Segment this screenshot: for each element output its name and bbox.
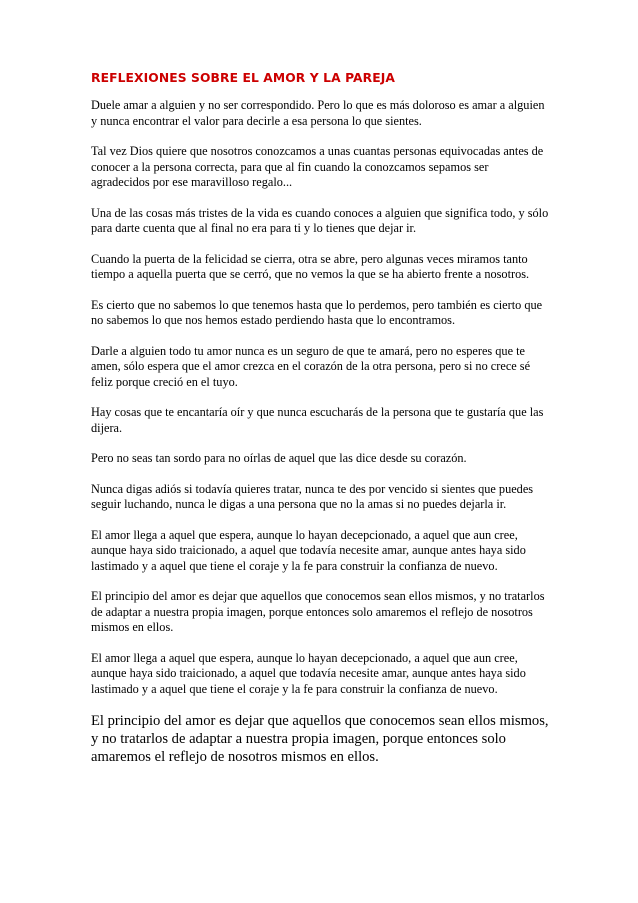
paragraph: Hay cosas que te encantaría oír y que nunca escucharás de la persona que te gustaría que las dijera. [91, 405, 544, 435]
paragraph: Una de las cosas más tristes de la vida es cuando conoces a alguien que significa todo, y sólo para darte cuenta que al final no era para ti y lo tienes que dejar ir. [91, 205, 549, 235]
paragraph: El amor llega a aquel que espera, aunque lo hayan decepcionado, a aquel que aun cree, aunque haya sido traicionado, a aquel que todavía necesite amar, aunque antes haya sido lastimado y a aquel que tiene el coraje y la fe para construir la confianza de nuevo. [91, 650, 526, 696]
document-page [91, 70, 549, 782]
paragraph: Cuando la puerta de la felicidad se cierra, otra se abre, pero algunas veces miramos tanto tiempo a aquella puerta que se cerró, que no vemos la que se ha abierto frente a nosotros. [91, 251, 530, 281]
paragraph-large: El principio del amor es dejar que aquellos que conocemos sean ellos mismos, y no tratarlos de adaptar a nuestra propia imagen, porque entonces solo amaremos el reflejo de nosotros mismos en ellos. [91, 713, 549, 766]
paragraph: El principio del amor es dejar que aquellos que conocemos sean ellos mismos, y no tratarlos de adaptar a nuestra propia imagen, porque entonces solo amaremos el reflejo de nosotros mismos en ellos. [91, 589, 545, 634]
paragraph: Tal vez Dios quiere que nosotros conozcamos a unas cuantas personas equivocadas antes de conocer a la persona correcta, para que al fin cuando la conozcamos sepamos ser agradecidos por ese maravilloso regalo... [91, 144, 544, 189]
paragraph: Darle a alguien todo tu amor nunca es un seguro de que te amará, pero no esperes que te amen, sólo espera que el amor crezca en el corazón de la otra persona, pero si no crece sé feliz porque creció en el tuyo. [91, 343, 531, 389]
paragraph: Pero no seas tan sordo para no oírlas de aquel que las dice desde su corazón. [91, 451, 467, 465]
paragraph: Duele amar a alguien y no ser correspondido. Pero lo que es más doloroso es amar a alguien y nunca encontrar el valor para decirle a esa persona lo que sientes. [91, 98, 545, 128]
paragraph: Nunca digas adiós si todavía quieres tratar, nunca te des por vencido si sientes que puedes seguir luchando, nunca le digas a una persona que no la amas si no puedes dejarla ir. [91, 481, 534, 511]
paragraph: El amor llega a aquel que espera, aunque lo hayan decepcionado, a aquel que aun cree, aunque haya sido traicionado, a aquel que todavía necesite amar, aunque antes haya sido lastimado y a aquel que tiene el coraje y la fe para construir la confianza de nuevo. [91, 527, 526, 573]
paragraph: Es cierto que no sabemos lo que tenemos hasta que lo perdemos, pero también es cierto que no sabemos lo que nos hemos estado perdiendo hasta que lo encontramos. [91, 297, 543, 327]
document-title: REFLEXIONES SOBRE EL AMOR Y LA PAREJA [91, 71, 396, 85]
